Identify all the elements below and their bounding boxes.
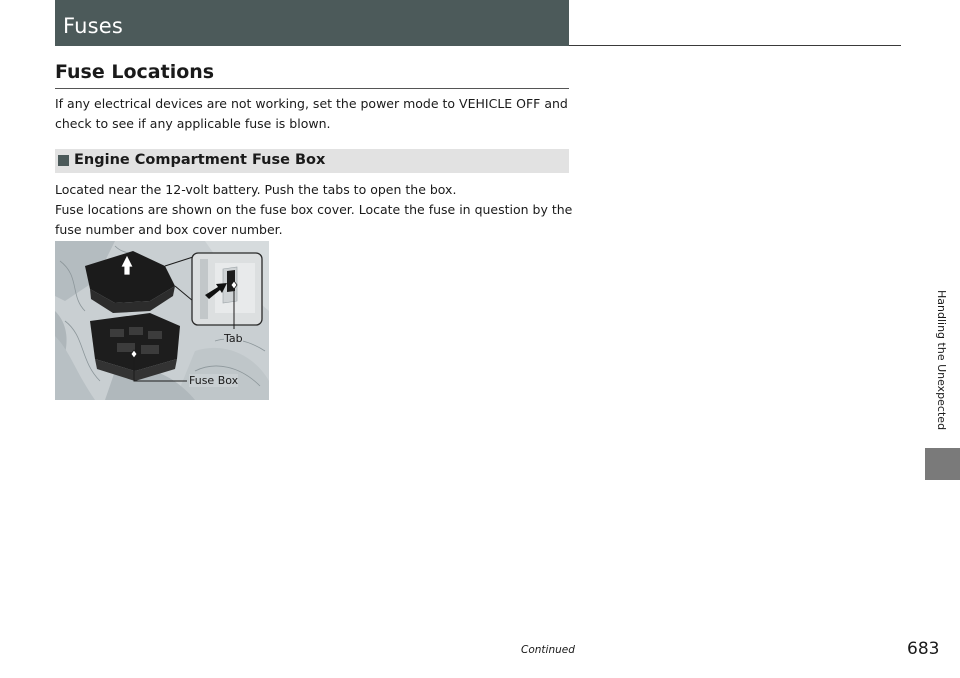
intro-line-2: check to see if any applicable fuse is blown. xyxy=(55,116,331,131)
body-line-2: Fuse locations are shown on the fuse box cover. Locate the fuse in question by the xyxy=(55,202,573,217)
fuse-box-callout-label: Fuse Box xyxy=(189,374,239,387)
section-heading: Fuse Locations xyxy=(55,61,215,83)
intro-line-1: If any electrical devices are not working, set the power mode to VEHICLE OFF and xyxy=(55,96,568,111)
subsection-heading: Engine Compartment Fuse Box xyxy=(74,152,326,168)
title-rule xyxy=(569,45,901,46)
body-line-3: fuse number and box cover number. xyxy=(55,222,283,237)
chapter-title: Handling the Unexpected xyxy=(935,290,948,431)
fuse-box-illustration xyxy=(55,241,269,400)
section-rule xyxy=(55,88,569,89)
body-line-1: Located near the 12-volt battery. Push the tabs to open the box. xyxy=(55,182,457,197)
page-title: Fuses xyxy=(63,14,124,38)
tab-callout-label: Tab xyxy=(224,332,243,345)
chapter-sidebar-label xyxy=(934,290,948,450)
title-bar xyxy=(55,0,569,46)
chapter-thumb-tab xyxy=(925,448,960,480)
continued-label: Continued xyxy=(521,644,575,656)
bullet-square-icon xyxy=(58,155,69,166)
page-number: 683 xyxy=(907,639,940,659)
subsection-heading-bar xyxy=(55,149,569,173)
